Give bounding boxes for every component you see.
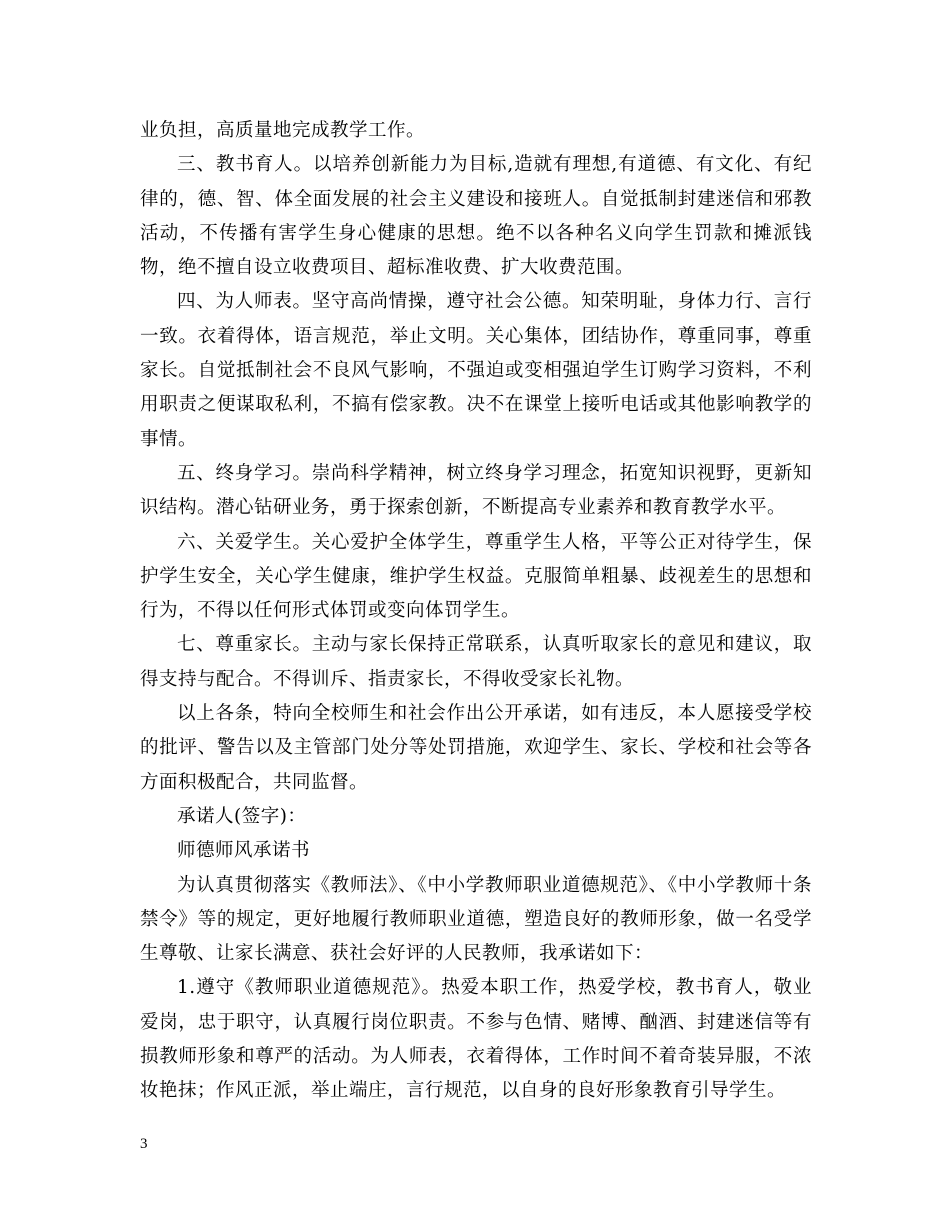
paragraph-introduction: 为认真贯彻落实《教师法》、《中小学教师职业道德规范》、《中小学教师十条禁令》等的规定，更好地履行教师职业道德，塑造良好的教师形象，做一名受学生尊敬、让家长满意、获社会好评的人民教师，我承诺如下： <box>140 874 812 965</box>
section-heading: 师德师风承诺书 <box>177 840 311 862</box>
paragraph-caring-students: 六、关爱学生。关心爱护全体学生，尊重学生人格，平等公正对待学生，保护学生安全，关心学生健康，维护学生权益。克服简单粗暴、歧视差生的思想和行为，不得以任何形式体罚或变向体罚学生。 <box>140 531 812 622</box>
paragraph-lifelong-learning: 五、终身学习。崇尚科学精神，树立终身学习理念，拓宽知识视野，更新知识结构。潜心钻研业务，勇于探索创新，不断提高专业素养和教育教学水平。 <box>140 462 812 519</box>
paragraph-teaching-educating: 三、教书育人。以培养创新能力为目标,造就有理想,有道德、有文化、有纪律的，德、智、体全面发展的社会主义建设和接班人。自觉抵制封建迷信和邪教活动，不传播有害学生身心健康的思想。绝不以各种名义向学生罚款和摊派钱物，绝不擅自设立收费项目、超标准收费、扩大收费范围。 <box>140 154 812 279</box>
paragraph-item-1: 1.遵守《教师职业道德规范》。热爱本职工作，热爱学校，教书育人，敬业爱岗，忠于职守，认真履行岗位职责。不参与色情、赌博、酗酒、封建迷信等有损教师形象和尊严的活动。为人师表，衣着得体，工作时间不着奇装异服，不浓妆艳抹；作风正派，举止端庄，言行规范，以自身的良好形象教育引导学生。 <box>140 977 812 1102</box>
page-number: 3 <box>140 1136 148 1152</box>
paragraph-respect-parents: 七、尊重家长。主动与家长保持正常联系，认真听取家长的意见和建议，取得支持与配合。不得训斥、指责家长，不得收受家长礼物。 <box>140 634 812 690</box>
paragraph-role-model: 四、为人师表。坚守高尚情操，遵守社会公德。知荣明耻，身体力行、言行一致。衣着得体，语言规范，举止文明。关心集体，团结协作，尊重同事，尊重家长。自觉抵制社会不良风气影响，不强迫或变相强迫学生订购学习资料，不利用职责之便谋取私利，不搞有偿家教。决不在课堂上接听电话或其他影响教学的事情。 <box>140 291 812 450</box>
body-text <box>140 114 812 1109</box>
signature-line: 承诺人(签字)： <box>177 805 307 827</box>
paragraph-public-commitment: 以上各条，特向全校师生和社会作出公开承诺，如有违反，本人愿接受学校的批评、警告以及主管部门处分等处罚措施，欢迎学生、家长、学校和社会等各方面积极配合，共同监督。 <box>140 703 812 793</box>
paragraph-continuation: 业负担，高质量地完成教学工作。 <box>140 120 426 141</box>
